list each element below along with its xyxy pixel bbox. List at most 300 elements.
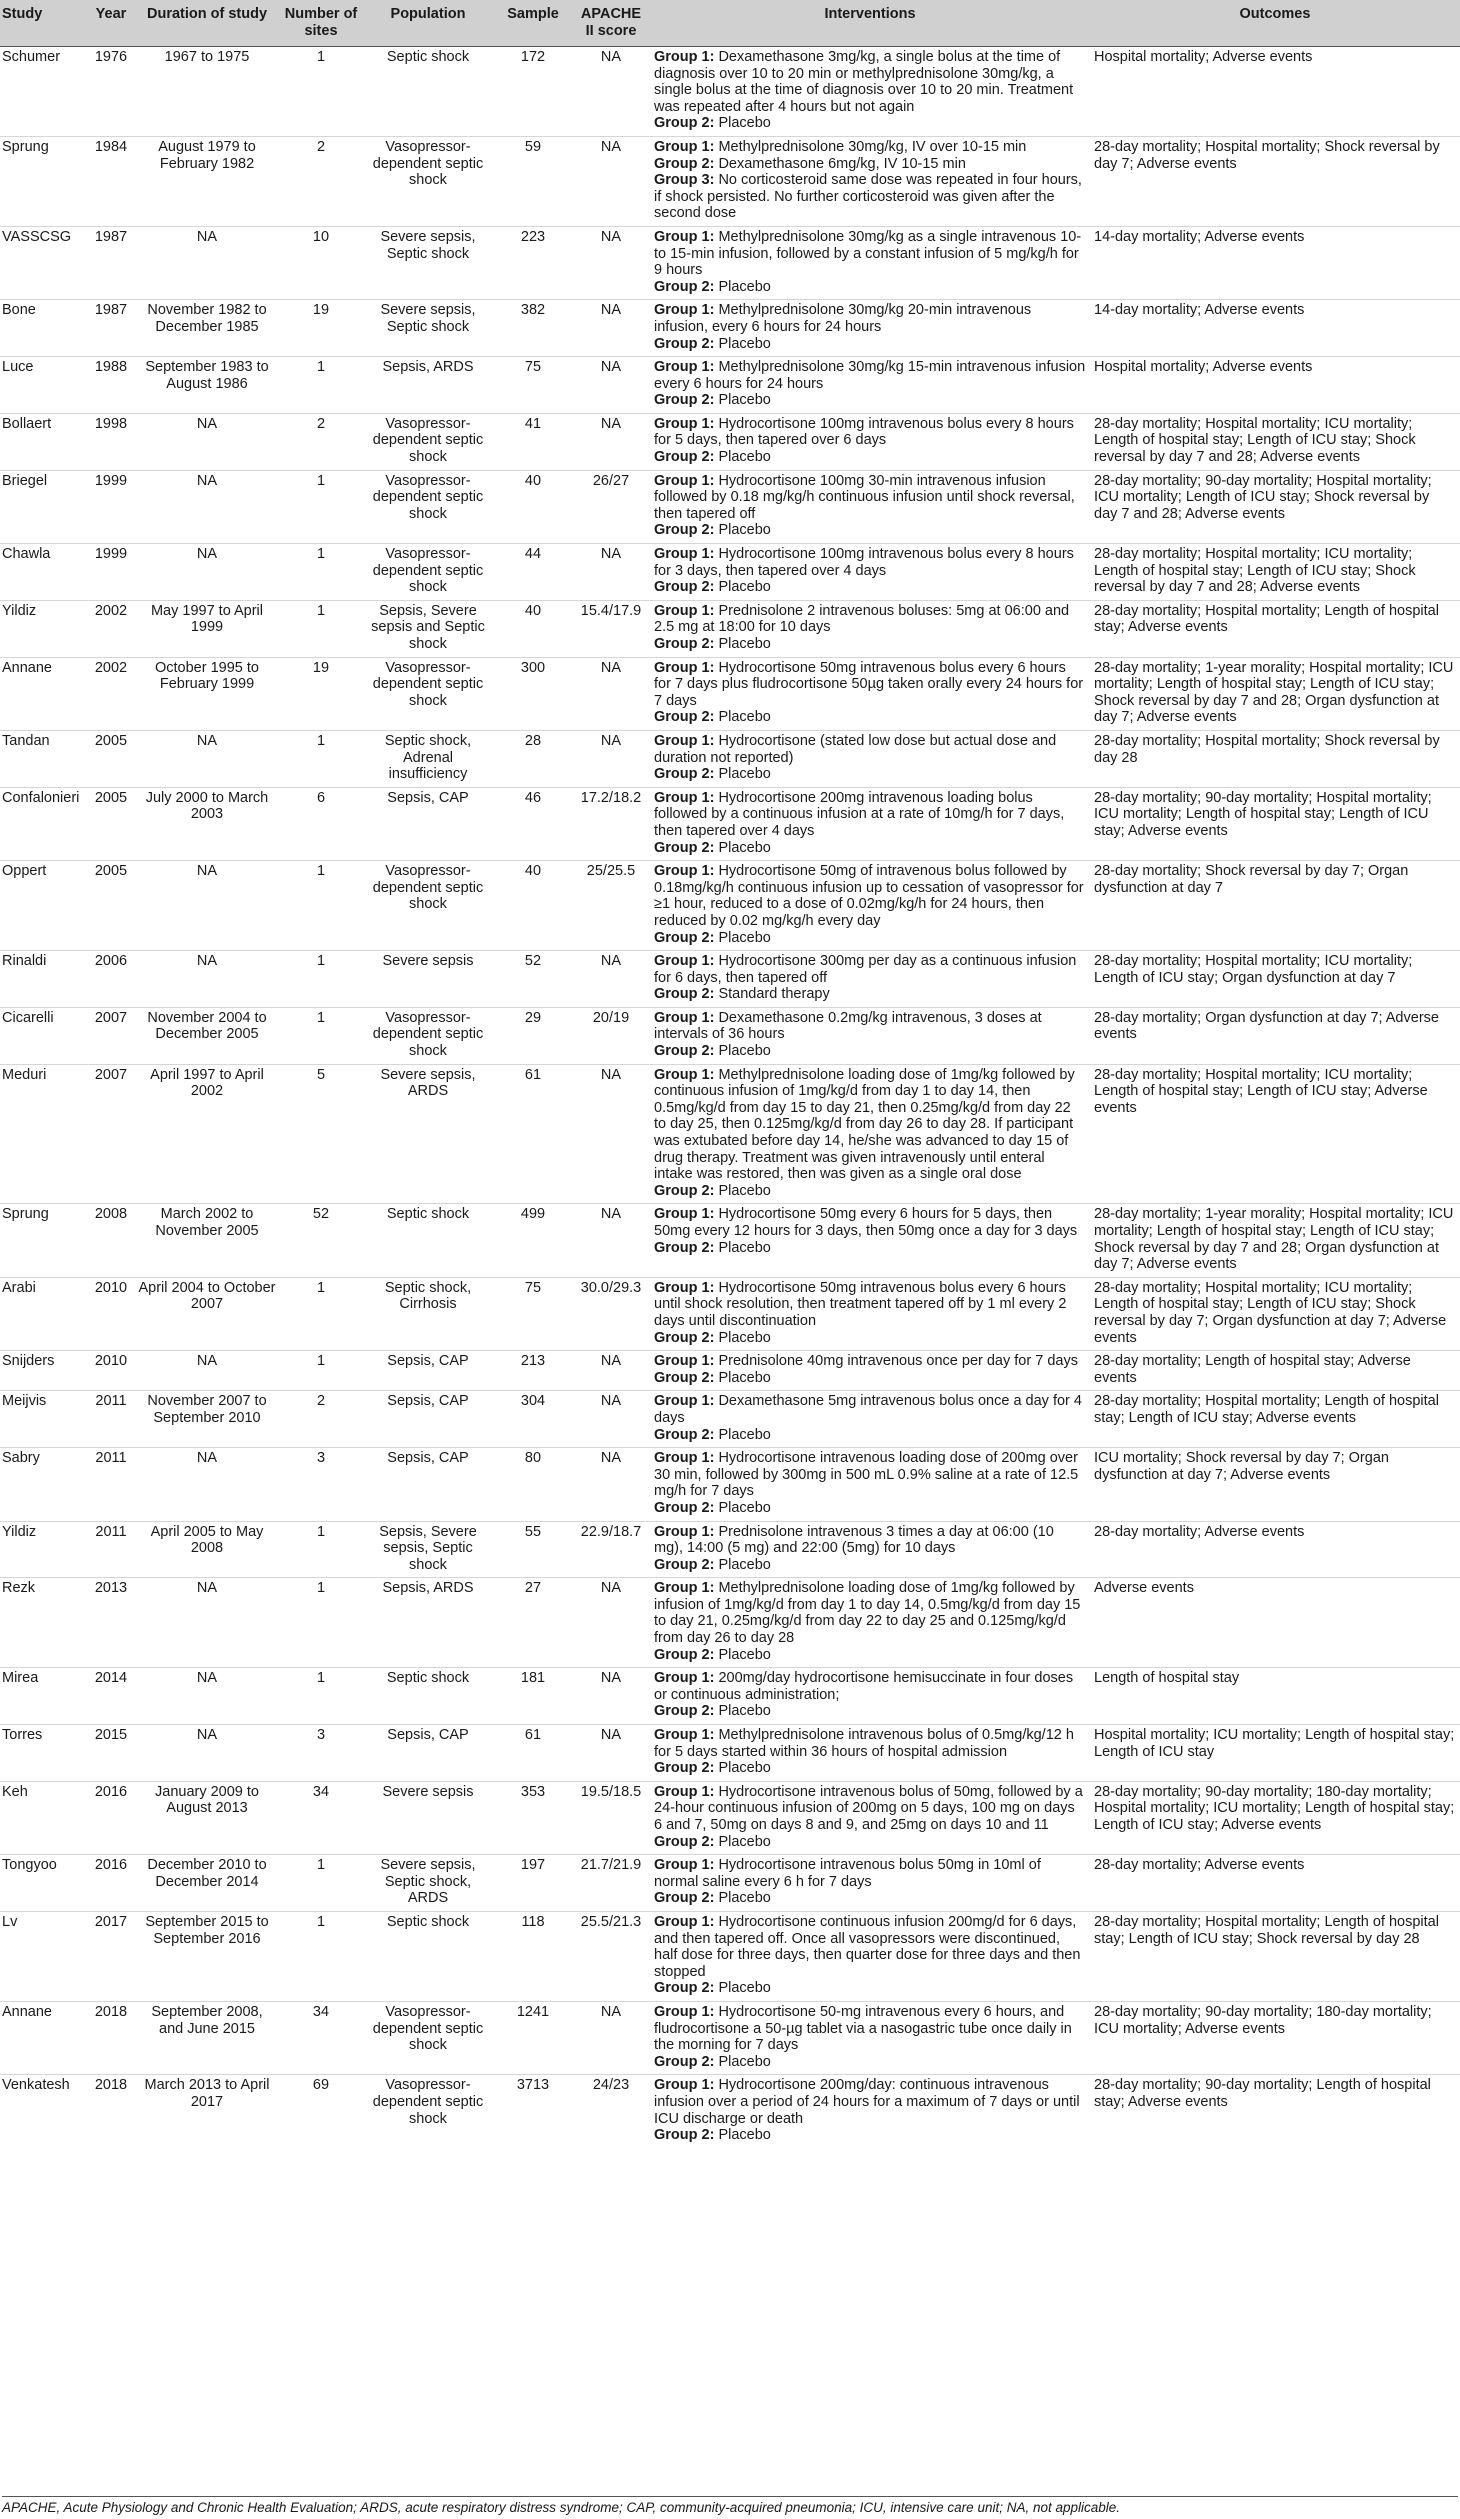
cell-year: 2016 <box>88 1855 134 1912</box>
intervention-group <box>654 636 1086 653</box>
cell-sample: 80 <box>494 1448 572 1521</box>
intervention-group <box>654 1043 1086 1060</box>
cell-sites: 6 <box>280 787 362 860</box>
group-text: Placebo <box>714 1182 771 1199</box>
cell-outcomes: 28-day mortality; Hospital mortality; ICU mortality; Length of ICU stay; Organ dysfunction at day 7 <box>1090 951 1460 1008</box>
cell-interventions <box>650 1668 1090 1725</box>
cell-sites: 1 <box>280 1668 362 1725</box>
group-label: Group 1: <box>654 1393 715 1410</box>
group-text: Placebo <box>714 709 771 726</box>
cell-year: 2002 <box>88 600 134 657</box>
group-label: Group 2: <box>654 986 715 1003</box>
cell-apache: NA <box>572 1204 650 1277</box>
table-footnote: APACHE, Acute Physiology and Chronic Health Evaluation; ARDS, acute respiratory distress syndrome; CAP, community-acquired pneumonia; ICU, intensive care unit; NA, not applicable. <box>2 2496 1458 2515</box>
group-text: Hydrocortisone 100mg intravenous bolus every 8 hours for 5 days, then tapered over 6 days <box>654 415 1074 449</box>
cell-apache: NA <box>572 730 650 787</box>
table-row <box>0 226 1460 299</box>
table-row <box>0 951 1460 1008</box>
header-outcomes: Outcomes <box>1090 0 1460 47</box>
group-text: Placebo <box>714 1980 771 1997</box>
group-label: Group 1: <box>654 1857 715 1874</box>
group-text: Placebo <box>714 1556 771 1573</box>
cell-duration: NA <box>134 1725 280 1782</box>
group-label: Group 2: <box>654 449 715 466</box>
intervention-group <box>654 579 1086 596</box>
cell-sites: 1 <box>280 951 362 1008</box>
cell-duration: September 1983 to August 1986 <box>134 357 280 414</box>
cell-sample: 118 <box>494 1911 572 2001</box>
cell-apache: NA <box>572 1351 650 1391</box>
cell-outcomes: 28-day mortality; 90-day mortality; Hospital mortality; ICU mortality; Length of hospital stay; Length of ICU stay; Adverse events <box>1090 787 1460 860</box>
table-row <box>0 861 1460 951</box>
group-text: Standard therapy <box>714 986 830 1003</box>
cell-sample: 61 <box>494 1725 572 1782</box>
cell-study: Briegel <box>0 470 88 543</box>
cell-outcomes: 28-day mortality; 90-day mortality; Length of hospital stay; Adverse events <box>1090 2075 1460 2148</box>
cell-population: Vasopressor-dependent septic shock <box>362 1007 494 1064</box>
group-label: Group 1: <box>654 1783 715 1800</box>
table-row <box>0 600 1460 657</box>
group-text: Methylprednisolone loading dose of 1mg/kg followed by infusion of 1mg/kg/d from day 1 to day 14, 0.5mg/kg/d from day 15 to day 21, 0.25mg/kg/d from day 22 to day 25 and 0.125mg/kg/d from day 26 to day 28 <box>654 1580 1081 1647</box>
cell-outcomes: 28-day mortality; Hospital mortality; ICU mortality; Length of hospital stay; Length of ICU stay; Shock reversal by day 7; Organ dysfunction at day 7; Adverse events <box>1090 1277 1460 1350</box>
cell-study: Sprung <box>0 1204 88 1277</box>
cell-interventions <box>650 470 1090 543</box>
cell-sample: 52 <box>494 951 572 1008</box>
cell-sample: 75 <box>494 357 572 414</box>
intervention-group <box>654 733 1086 766</box>
cell-outcomes: 28-day mortality; Organ dysfunction at day 7; Adverse events <box>1090 1007 1460 1064</box>
cell-interventions <box>650 1064 1090 1204</box>
cell-sites: 10 <box>280 226 362 299</box>
cell-duration: April 1997 to April 2002 <box>134 1064 280 1204</box>
intervention-group <box>654 1427 1086 1444</box>
table-row <box>0 730 1460 787</box>
cell-sites: 2 <box>280 1391 362 1448</box>
cell-year: 2011 <box>88 1521 134 1578</box>
group-label: Group 2: <box>654 392 715 409</box>
group-text: Placebo <box>714 1369 771 1386</box>
cell-population: Vasopressor-dependent septic shock <box>362 544 494 601</box>
group-label: Group 2: <box>654 1703 715 1720</box>
cell-year: 2011 <box>88 1391 134 1448</box>
intervention-group <box>654 1890 1086 1907</box>
group-label: Group 1: <box>654 2077 715 2094</box>
cell-population: Sepsis, Severe sepsis, Septic shock <box>362 1521 494 1578</box>
cell-duration: NA <box>134 413 280 470</box>
cell-sites: 1 <box>280 600 362 657</box>
intervention-group <box>654 392 1086 409</box>
cell-duration: NA <box>134 1448 280 1521</box>
table-row <box>0 787 1460 860</box>
group-text: Hydrocortisone 50mg intravenous bolus every 6 hours for 7 days plus fludrocortisone 50µg taken orally every 24 hours for 7 days <box>654 659 1084 709</box>
intervention-group <box>654 2004 1086 2054</box>
cell-study: Meduri <box>0 1064 88 1204</box>
intervention-group <box>654 1010 1086 1043</box>
cell-duration: NA <box>134 470 280 543</box>
intervention-group <box>654 416 1086 449</box>
cell-sample: 181 <box>494 1668 572 1725</box>
group-label: Group 2: <box>654 1182 715 1199</box>
group-text: No corticosteroid same dose was repeated in four hours, if shock persisted. No further corticosteroid was given after the second dose <box>654 172 1082 222</box>
cell-year: 1984 <box>88 136 134 226</box>
group-label: Group 2: <box>654 579 715 596</box>
cell-outcomes: Hospital mortality; Adverse events <box>1094 49 1313 65</box>
cell-population: Severe sepsis, ARDS <box>362 1064 494 1204</box>
cell-interventions <box>650 1781 1090 1854</box>
cell-duration: NA <box>134 730 280 787</box>
header-study: Study <box>0 0 88 47</box>
intervention-group <box>654 1557 1086 1574</box>
cell-apache: NA <box>572 2001 650 2074</box>
group-text: Placebo <box>714 449 771 466</box>
cell-sites: 3 <box>280 1448 362 1521</box>
intervention-group <box>654 1353 1086 1370</box>
group-text: Hydrocortisone 50-mg intravenous every 6 hours, and fludrocortisone a 50-µg tablet via a nasogastric tube once daily in the morning for 7 days <box>654 2003 1072 2054</box>
intervention-group <box>654 49 1086 115</box>
intervention-group <box>654 139 1086 156</box>
group-label: Group 1: <box>654 1580 715 1597</box>
cell-outcomes: 28-day mortality; Hospital mortality; ICU mortality; Length of hospital stay; Length of ICU stay; Shock reversal by day 7 and 28; Adverse events <box>1090 544 1460 601</box>
group-text: Placebo <box>714 1426 771 1443</box>
group-label: Group 2: <box>654 1646 715 1663</box>
cell-outcomes: 28-day mortality; Hospital mortality; Shock reversal by day 28 <box>1090 730 1460 787</box>
cell-population: Septic shock <box>362 1204 494 1277</box>
cell-interventions <box>650 1911 1090 2001</box>
header-sample: Sample <box>494 0 572 47</box>
cell-interventions <box>650 357 1090 414</box>
group-label: Group 2: <box>654 1426 715 1443</box>
cell-study: Lv <box>0 1911 88 2001</box>
cell-outcomes: Hospital mortality; Adverse events <box>1090 357 1460 414</box>
cell-study: Bollaert <box>0 413 88 470</box>
intervention-group <box>654 2077 1086 2127</box>
cell-sample: 382 <box>494 300 572 357</box>
group-label: Group 1: <box>654 1353 715 1370</box>
cell-population: Septic shock, Adrenal insufficiency <box>362 730 494 787</box>
group-text: Placebo <box>714 392 771 409</box>
cell-sites: 1 <box>280 1351 362 1391</box>
cell-year: 2011 <box>88 1448 134 1521</box>
intervention-group <box>654 1370 1086 1387</box>
cell-year: 1999 <box>88 544 134 601</box>
cell-sample: 59 <box>494 136 572 226</box>
cell-apache: 15.4/17.9 <box>572 600 650 657</box>
cell-sites: 1 <box>280 730 362 787</box>
cell-year: 2015 <box>88 1725 134 1782</box>
cell-apache: 17.2/18.2 <box>572 787 650 860</box>
cell-study: Arabi <box>0 1277 88 1350</box>
group-text: Prednisolone intravenous 3 times a day at 06:00 (10 mg), 14:00 (5 mg) and 22:00 (5mg) for 10 days <box>654 1523 1054 1557</box>
intervention-group <box>654 2054 1086 2071</box>
cell-duration: NA <box>134 226 280 299</box>
intervention-group <box>654 156 1086 173</box>
cell-interventions <box>650 2075 1090 2148</box>
intervention-group <box>654 546 1086 579</box>
cell-year: 2010 <box>88 1351 134 1391</box>
group-label: Group 2: <box>654 1329 715 1346</box>
group-text: Placebo <box>714 636 771 652</box>
group-label: Group 1: <box>654 602 715 619</box>
cell-apache: NA <box>572 136 650 226</box>
group-label: Group 1: <box>654 1009 715 1026</box>
cell-sample: 27 <box>494 1578 572 1668</box>
cell-sites: 1 <box>280 470 362 543</box>
cell-sample: 29 <box>494 1007 572 1064</box>
group-label: Group 2: <box>654 766 715 783</box>
cell-sites: 1 <box>280 1521 362 1578</box>
cell-duration: October 1995 to February 1999 <box>134 657 280 730</box>
cell-study: Annane <box>0 2001 88 2074</box>
group-text: Hydrocortisone intravenous bolus of 50mg, followed by a 24-hour continuous infusion of 200mg on 5 days, 100 mg on days 6 and 7, 50mg on days 8 and 9, and 25mg on days 10 and 11 <box>654 1783 1083 1833</box>
cell-interventions <box>650 861 1090 951</box>
group-text: Placebo <box>714 2053 771 2070</box>
cell-sites: 5 <box>280 1064 362 1204</box>
cell-interventions <box>650 1725 1090 1782</box>
group-text: 200mg/day hydrocortisone hemisuccinate in four doses or continuous administration; <box>654 1670 1074 1703</box>
cell-sites: 1 <box>280 1855 362 1912</box>
group-text: Methylprednisolone intravenous bolus of 0.5mg/kg/12 h for 5 days started within 36 hours of hospital admission <box>654 1727 1074 1760</box>
group-label: Group 2: <box>654 636 715 652</box>
cell-study: Mirea <box>0 1668 88 1725</box>
group-label: Group 1: <box>654 359 715 376</box>
cell-apache: NA <box>572 1725 650 1782</box>
cell-apache: 19.5/18.5 <box>572 1781 650 1854</box>
cell-year: 2013 <box>88 1578 134 1668</box>
group-text: Methylprednisolone 30mg/kg as a single intravenous 10- to 15-min infusion, followed by a constant infusion of 5 mg/kg/h for 9 hours <box>654 228 1082 279</box>
intervention-group <box>654 229 1086 279</box>
cell-apache: NA <box>572 413 650 470</box>
cell-study: Cicarelli <box>0 1007 88 1064</box>
table-row <box>0 1064 1460 1204</box>
cell-apache: 26/27 <box>572 470 650 543</box>
cell-outcomes: 28-day mortality; 1-year morality; Hospital mortality; ICU mortality; Length of hospital stay; Length of ICU stay; Shock reversal by day 7 and 28; Organ dysfunction at day 7; Adverse events <box>1090 657 1460 730</box>
cell-sites: 1 <box>280 1277 362 1350</box>
cell-outcomes: Length of hospital stay <box>1090 1668 1460 1725</box>
intervention-group <box>654 1857 1086 1890</box>
group-text: Hydrocortisone intravenous loading dose of 200mg over 30 min, followed by 300mg in 500 mL 0.9% saline at a rate of 12.5 mg/h for 7 days <box>654 1450 1079 1500</box>
group-text: Placebo <box>714 929 771 946</box>
cell-apache: 21.7/21.9 <box>572 1855 650 1912</box>
intervention-group <box>654 302 1086 335</box>
cell-duration: August 1979 to February 1982 <box>134 136 280 226</box>
cell-sample: 40 <box>494 861 572 951</box>
group-label: Group 1: <box>654 1066 715 1083</box>
cell-duration: NA <box>134 861 280 951</box>
cell-duration: 1967 to 1975 <box>164 49 250 65</box>
cell-interventions <box>650 544 1090 601</box>
intervention-group <box>654 930 1086 947</box>
group-label: Group 1: <box>654 415 715 432</box>
group-text: Hydrocortisone 200mg intravenous loading bolus followed by a continuous infusion at a rate of 10mg/h for 7 days, then tapered over 4 days <box>654 789 1065 839</box>
cell-outcomes: 28-day mortality; Adverse events <box>1090 1855 1460 1912</box>
cell-duration: NA <box>134 1668 280 1725</box>
cell-year: 2010 <box>88 1277 134 1350</box>
group-label: Group 2: <box>654 2127 715 2144</box>
group-label: Group 1: <box>654 472 715 489</box>
intervention-group <box>654 1834 1086 1851</box>
cell-duration: November 1982 to December 1985 <box>134 300 280 357</box>
cell-study: Snijders <box>0 1351 88 1391</box>
intervention-group <box>654 522 1086 539</box>
cell-sample: 300 <box>494 657 572 730</box>
cell-duration: March 2002 to November 2005 <box>134 1204 280 1277</box>
cell-interventions <box>650 136 1090 226</box>
group-text: Placebo <box>714 1499 771 1516</box>
cell-apache: NA <box>572 1391 650 1448</box>
header-year: Year <box>88 0 134 47</box>
cell-duration: NA <box>134 544 280 601</box>
cell-study: Tongyoo <box>0 1855 88 1912</box>
cell-apache: NA <box>572 1064 650 1204</box>
cell-year: 2005 <box>88 730 134 787</box>
intervention-group <box>654 473 1086 523</box>
group-text: Placebo <box>714 839 771 856</box>
intervention-group <box>654 1980 1086 1997</box>
group-label: Group 3: <box>654 172 715 189</box>
group-text: Hydrocortisone 100mg 30-min intravenous infusion followed by 0.18 mg/kg/h continuous infusion until shock reversal, then tapered off <box>654 472 1075 522</box>
group-text: Hydrocortisone 50mg intravenous bolus every 6 hours until shock resolution, then treatment tapered off by 1 ml every 2 days until discontinuation <box>654 1279 1067 1329</box>
cell-apache: NA <box>600 49 622 65</box>
cell-population: Sepsis, CAP <box>362 1351 494 1391</box>
cell-year: 1988 <box>88 357 134 414</box>
intervention-group <box>654 1670 1086 1703</box>
cell-duration: NA <box>134 1351 280 1391</box>
cell-study: Rinaldi <box>0 951 88 1008</box>
group-text: Placebo <box>714 1703 771 1720</box>
table-header <box>0 0 1460 47</box>
group-text: Methylprednisolone 30mg/kg 20-min intravenous infusion, every 6 hours for 24 hours <box>654 302 1032 335</box>
cell-outcomes: 28-day mortality; 90-day mortality; Hospital mortality; ICU mortality; Length of ICU stay; Shock reversal by day 7 and 28; Adverse events <box>1090 470 1460 543</box>
group-text: Placebo <box>714 278 771 295</box>
intervention-group <box>654 1450 1086 1500</box>
table-row <box>0 413 1460 470</box>
group-label: Group 2: <box>654 839 715 856</box>
cell-duration: September 2015 to September 2016 <box>134 1911 280 2001</box>
table-row <box>0 2001 1460 2074</box>
cell-apache: NA <box>572 544 650 601</box>
cell-population: Vasopressor-dependent septic shock <box>362 2075 494 2148</box>
cell-study: Keh <box>0 1781 88 1854</box>
cell-interventions <box>650 226 1090 299</box>
cell-duration: January 2009 to August 2013 <box>134 1781 280 1854</box>
header-duration: Duration of study <box>134 0 280 47</box>
table-row <box>0 1521 1460 1578</box>
table-row <box>0 47 1460 137</box>
cell-outcomes: 28-day mortality; 1-year morality; Hospital mortality; ICU mortality; Length of hospital stay; Length of ICU stay; Shock reversal by day 7 and 28; Organ dysfunction at day 7; Adverse events <box>1090 1204 1460 1277</box>
cell-apache: NA <box>572 1448 650 1521</box>
cell-year: 2017 <box>88 1911 134 2001</box>
cell-population: Septic shock <box>386 49 470 65</box>
intervention-group <box>654 115 1086 132</box>
cell-year: 1987 <box>88 226 134 299</box>
cell-study: Annane <box>0 657 88 730</box>
cell-population: Sepsis, CAP <box>362 787 494 860</box>
cell-population: Severe sepsis <box>362 951 494 1008</box>
intervention-group <box>654 1524 1086 1557</box>
cell-year: 1998 <box>88 413 134 470</box>
cell-outcomes: 28-day mortality; Hospital mortality; Length of hospital stay; Length of ICU stay; Shock reversal by day 28 <box>1090 1911 1460 2001</box>
cell-sites: 1 <box>280 357 362 414</box>
cell-population: Severe sepsis, Septic shock <box>362 226 494 299</box>
cell-sample: 172 <box>520 49 546 65</box>
cell-sites: 19 <box>280 657 362 730</box>
table-row <box>0 1911 1460 2001</box>
group-text: Prednisolone 2 intravenous boluses: 5mg at 06:00 and 2.5 mg at 18:00 for 10 days <box>654 602 1070 636</box>
intervention-group <box>654 1647 1086 1664</box>
table-row <box>0 1668 1460 1725</box>
intervention-group <box>654 986 1086 1003</box>
cell-sample: 304 <box>494 1391 572 1448</box>
cell-population: Severe sepsis, Septic shock <box>362 300 494 357</box>
cell-year: 2018 <box>88 2075 134 2148</box>
cell-population: Sepsis, ARDS <box>362 357 494 414</box>
cell-study: Yildiz <box>0 1521 88 1578</box>
cell-population: Septic shock <box>362 1668 494 1725</box>
table-row <box>0 1781 1460 1854</box>
cell-sites: 1 <box>316 49 326 65</box>
cell-outcomes: 28-day mortality; Shock reversal by day 7; Organ dysfunction at day 7 <box>1090 861 1460 951</box>
header-apache: APACHE II score <box>572 0 650 47</box>
intervention-group <box>654 1703 1086 1720</box>
cell-sites: 3 <box>280 1725 362 1782</box>
intervention-group <box>654 660 1086 710</box>
cell-apache: 25.5/21.3 <box>572 1911 650 2001</box>
group-label: Group 1: <box>654 659 715 676</box>
group-text: Dexamethasone 0.2mg/kg intravenous, 3 doses at intervals of 36 hours <box>654 1009 1042 1043</box>
group-label: Group 1: <box>654 2003 715 2020</box>
group-label: Group 2: <box>654 1043 715 1060</box>
cell-duration: November 2004 to December 2005 <box>134 1007 280 1064</box>
group-label: Group 1: <box>654 1670 715 1687</box>
group-text: Hydrocortisone 300mg per day as a continuous infusion for 6 days, then tapered off <box>654 953 1077 986</box>
cell-year: 2014 <box>88 1668 134 1725</box>
intervention-group <box>654 1760 1086 1777</box>
cell-sample: 223 <box>494 226 572 299</box>
cell-duration: April 2004 to October 2007 <box>134 1277 280 1350</box>
cell-duration: April 2005 to May 2008 <box>134 1521 280 1578</box>
cell-sample: 197 <box>494 1855 572 1912</box>
intervention-group <box>654 1280 1086 1330</box>
cell-apache: 30.0/29.3 <box>572 1277 650 1350</box>
table-body <box>0 47 1460 2148</box>
cell-study: VASSCSG <box>0 226 88 299</box>
group-label: Group 1: <box>654 863 715 880</box>
cell-interventions <box>650 1855 1090 1912</box>
group-label: Group 2: <box>654 1499 715 1516</box>
group-label: Group 1: <box>654 1913 715 1930</box>
table-row <box>0 1277 1460 1350</box>
cell-sites: 2 <box>280 413 362 470</box>
cell-population: Sepsis, CAP <box>362 1391 494 1448</box>
cell-apache: NA <box>572 226 650 299</box>
cell-outcomes: 14-day mortality; Adverse events <box>1090 226 1460 299</box>
cell-population: Vasopressor-dependent septic shock <box>362 657 494 730</box>
group-label: Group 2: <box>654 1556 715 1573</box>
group-label: Group 1: <box>654 1279 715 1296</box>
group-label: Group 2: <box>654 929 715 946</box>
cell-year: 2007 <box>88 1007 134 1064</box>
cell-sites: 52 <box>280 1204 362 1277</box>
intervention-group <box>654 1067 1086 1183</box>
cell-interventions <box>650 413 1090 470</box>
group-label: Group 1: <box>654 1727 715 1744</box>
cell-duration: November 2007 to September 2010 <box>134 1391 280 1448</box>
group-text: Hydrocortisone 50mg every 6 hours for 5 days, then 50mg every 12 hours for 3 days, then 50mg once a day for 3 days <box>654 1206 1078 1239</box>
cell-sample: 40 <box>494 600 572 657</box>
group-label: Group 1: <box>654 732 715 749</box>
cell-sites: 1 <box>280 1911 362 2001</box>
cell-outcomes: 28-day mortality; Hospital mortality; ICU mortality; Length of hospital stay; Length of ICU stay; Shock reversal by day 7 and 28; Adverse events <box>1090 413 1460 470</box>
